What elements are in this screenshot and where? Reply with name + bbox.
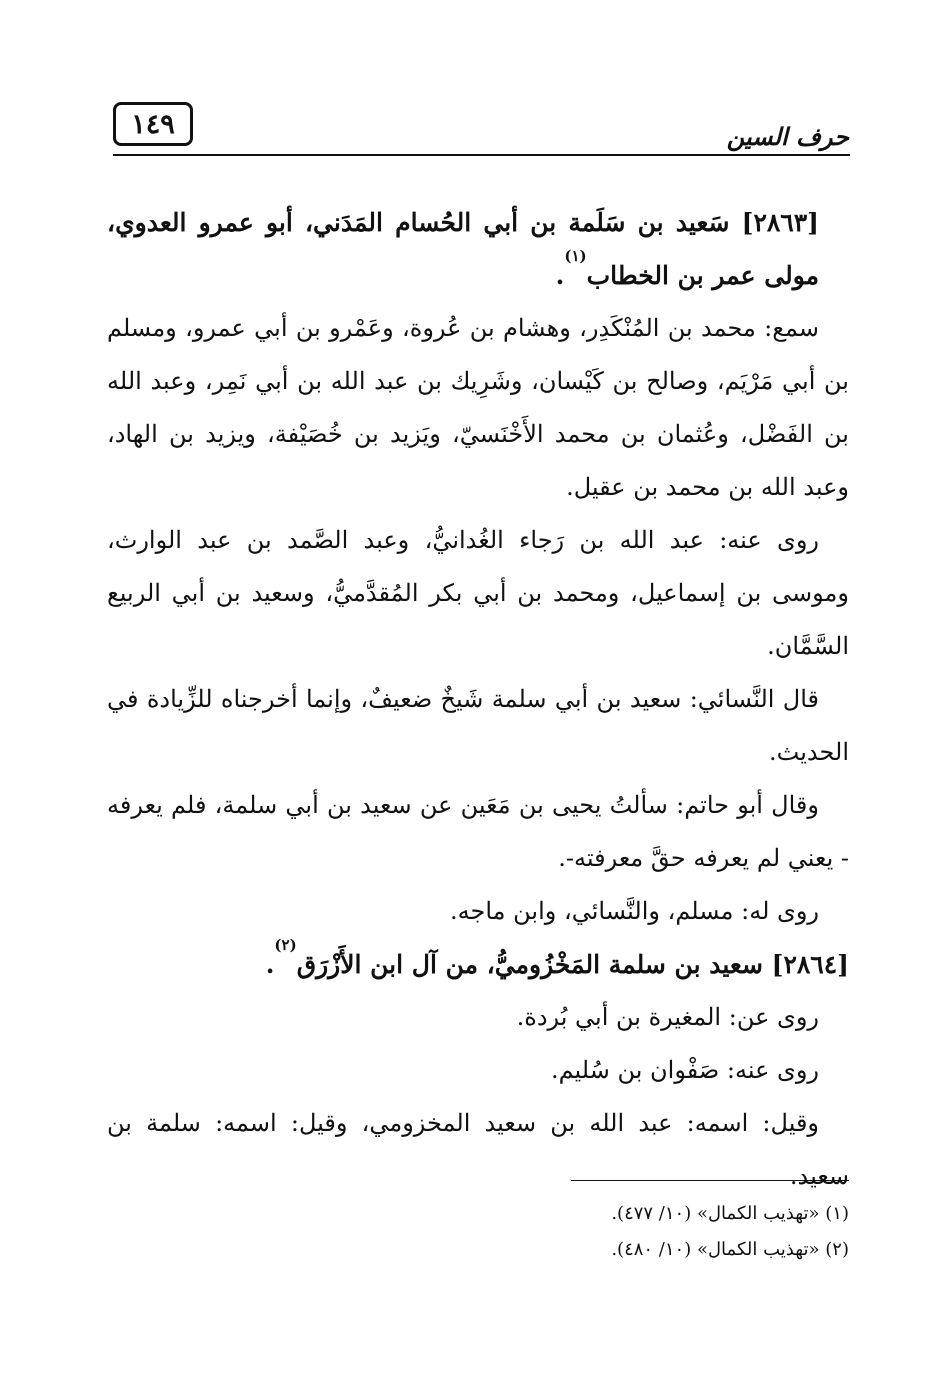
entry-2863-title-end: . xyxy=(555,261,565,290)
entry-2864-narrated-from: روى عن: المغيرة بن أبي بُردة. xyxy=(516,1003,819,1031)
footnote-ref-1: (١) xyxy=(564,247,587,265)
page-number-box xyxy=(113,102,193,146)
entry-2864-title xyxy=(107,938,849,991)
footnote-2: (٢) «تهذيب الكمال» (١٠/ ٤٨٠). xyxy=(611,1239,849,1260)
running-head: حرف السين xyxy=(726,122,849,151)
entry-2863-nasai-quote: قال النَّسائي: سعيد بن أبي سلمة شَيخٌ ضعيفٌ، وإنما أخرجناه للزِّيادة في الحديث. xyxy=(107,685,849,766)
page-body xyxy=(107,196,849,1203)
entry-2863-heard-from: سمع: محمد بن المُنْكَدِر، وهشام بن عُروة، وعَمْرو بن أبي عمرو، ومسلم بن أبي مَرْيَم، وصالح بن كَيْسان، وشَرِيك بن عبد الله بن أبي نَمِر، وعبد الله بن الفَضْل، وعُثمان بن محمد الأَخْنَسيّ، ويَزيد بن خُصَيْفة، ويزيد بن الهاد، وعبد الله بن محمد بن عقيل. xyxy=(107,314,849,501)
entry-2863-narrated-from-him: روى عنه: عبد الله بن رَجاء الغُدانيُّ، وعبد الصَّمد بن عبد الوارث، وموسى بن إسماعيل، ومحمد بن أبي بكر المُقدَّميُّ، وسعيد بن أبي الربيع السَّمَّان. xyxy=(107,526,849,660)
entry-2863-abu-hatim-quote: وقال أبو حاتم: سألتُ يحيى بن مَعَين عن سعيد بن أبي سلمة، فلم يعرفه - يعني لم يعرفه حقَّ معرفته-. xyxy=(107,791,849,872)
entry-2863-title xyxy=(107,196,849,302)
page-number: ١٤٩ xyxy=(131,108,175,140)
entry-2863-title-text: [٢٨٦٣] سَعيد بن سَلَمة بن أبي الحُسام المَدَني، أبو عمرو العدوي، مولى عمر بن الخطاب xyxy=(107,208,819,290)
entry-2864-title-text: [٢٨٦٤] سعيد بن سلمة المَخْزُوميُّ، من آل ابن الأَزْرَق xyxy=(296,950,849,979)
header-rule xyxy=(113,154,850,156)
entry-2863-narrated-by: روى له: مسلم، والنَّسائي، وابن ماجه. xyxy=(450,897,819,925)
entry-2864-narrated-from-him: روى عنه: صَفْوان بن سُليم. xyxy=(550,1056,819,1084)
footnote-ref-2: (٢) xyxy=(274,936,297,954)
footnotes xyxy=(611,1196,849,1268)
entry-2864-alt-name: وقيل: اسمه: عبد الله بن سعيد المخزومي، وقيل: اسمه: سلمة بن سعيد. xyxy=(107,1109,849,1190)
footnote-rule xyxy=(571,1180,849,1181)
entry-2864-title-end: . xyxy=(265,950,275,979)
footnote-1: (١) «تهذيب الكمال» (١٠/ ٤٧٧). xyxy=(611,1203,849,1224)
